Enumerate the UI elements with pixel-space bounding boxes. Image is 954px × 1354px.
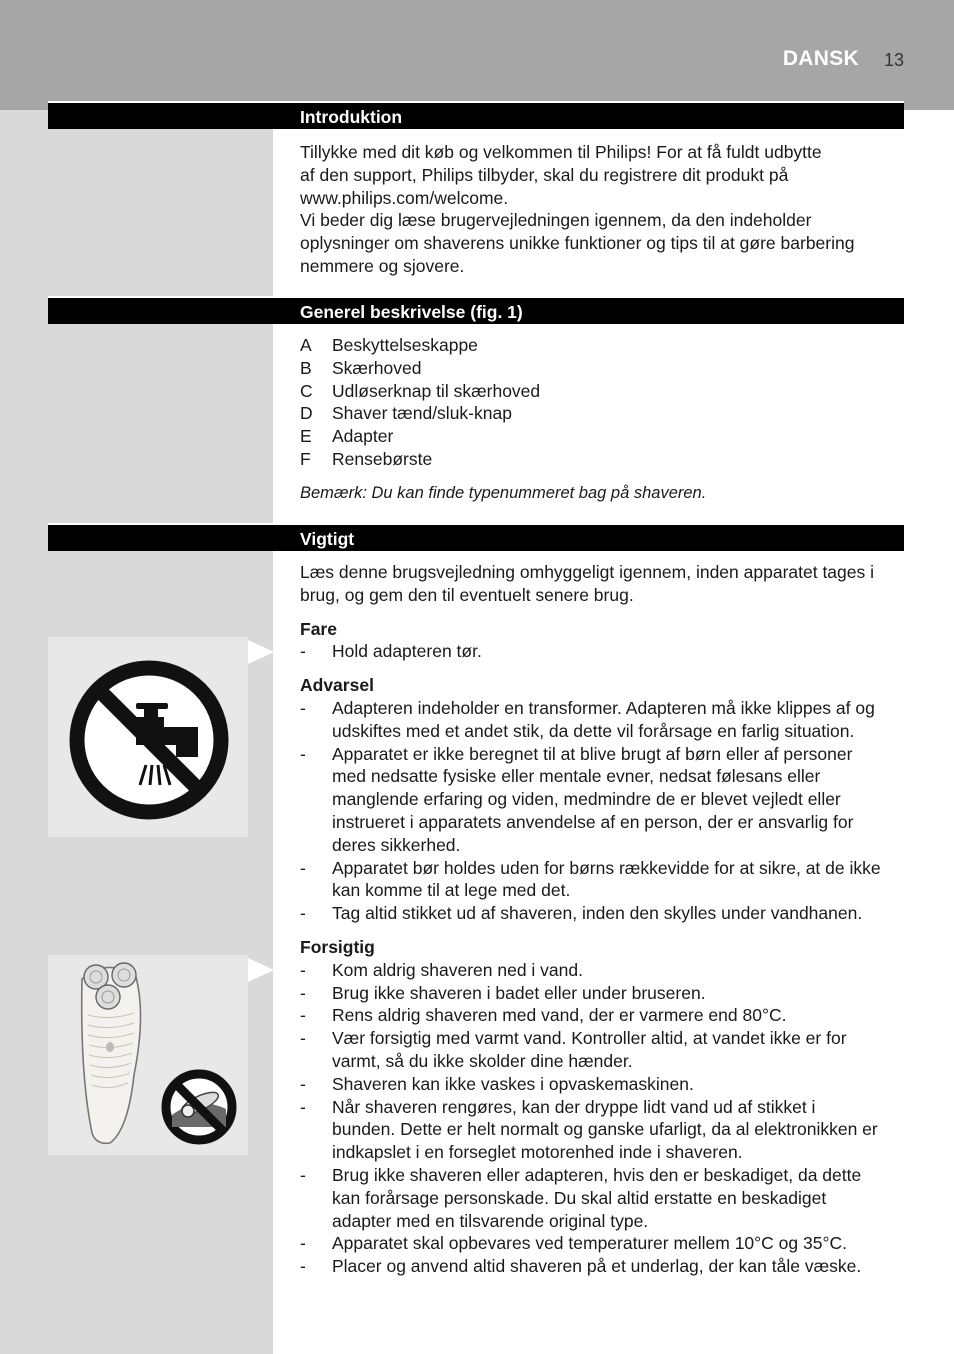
bullet-line: deres sikkerhed. xyxy=(332,834,461,855)
bullet-dash: - xyxy=(300,1005,306,1026)
bullet-item xyxy=(300,640,906,663)
bullet-line: varmt, så du ikke skolder dine hænder. xyxy=(332,1050,633,1071)
typenumber-note: Bemærk: Du kan finde typenummeret bag på shaveren. xyxy=(300,483,707,502)
bullet-item xyxy=(300,1164,906,1232)
part-name: Rensebørste xyxy=(332,448,433,469)
bullet-item xyxy=(300,743,906,857)
intro-line: nemmere og sjovere. xyxy=(300,255,465,276)
bullet-item xyxy=(300,857,906,903)
bullet-dash: - xyxy=(300,1164,306,1185)
bullet-line: manglende erfaring og viden, medmindre de er blevet vejledt eller xyxy=(332,789,841,810)
bullet-line: med nedsatte fysiske eller mentale evner, nedsat følesans eller xyxy=(332,766,821,787)
no-water-tap-icon xyxy=(48,637,248,837)
warning-list xyxy=(300,697,906,925)
parts-list-item xyxy=(300,357,906,380)
parts-list-item xyxy=(300,425,906,448)
part-name: Udløserknap til skærhoved xyxy=(332,380,541,401)
bullet-item xyxy=(300,902,906,925)
bullet-line: Apparatet bør holdes uden for børns rækkevidde for at sikre, at de ikke xyxy=(332,857,881,878)
bullet-line: kan komme til at lege med det. xyxy=(332,880,571,901)
parts-list-item xyxy=(300,380,906,403)
bullet-line: Kom aldrig shaveren ned i vand. xyxy=(332,959,583,980)
caution-title: Forsigtig xyxy=(300,936,375,957)
part-name: Shaver tænd/sluk-knap xyxy=(332,403,512,424)
bullet-dash: - xyxy=(300,903,306,924)
part-letter: B xyxy=(300,357,312,378)
bullet-dash: - xyxy=(300,1028,306,1049)
bullet-line: kan forårsage personskade. Du skal altid erstatte en beskadiget xyxy=(332,1187,827,1208)
no-water-tap-figure xyxy=(48,637,248,837)
bullet-dash: - xyxy=(300,959,306,980)
bullet-line: Brug ikke shaveren i badet eller under bruseren. xyxy=(332,982,706,1003)
bullet-line: Vær forsigtig med varmt vand. Kontroller altid, at vandet ikke er for xyxy=(332,1028,847,1049)
intro-line: Vi beder dig læse brugervejledningen igennem, da den indeholder xyxy=(300,210,812,231)
important-block xyxy=(300,561,906,1278)
intro-line: oplysninger om shaverens unikke funktioner og tips til at gøre barbering xyxy=(300,233,855,254)
figure-pointer xyxy=(248,958,274,982)
part-name: Skærhoved xyxy=(332,357,422,378)
intro-line: af den support, Philips tilbyder, skal du registrere dit produkt på xyxy=(300,164,789,185)
bullet-dash: - xyxy=(300,857,306,878)
bullet-line: Rens aldrig shaveren med vand, der er varmere end 80°C. xyxy=(332,1005,787,1026)
bullet-line: Hold adapteren tør. xyxy=(332,641,482,662)
section-bar-important xyxy=(48,523,904,551)
figure-pointer xyxy=(248,640,274,664)
intro-lines xyxy=(300,141,906,278)
important-intro-line: brug, og gem den til eventuelt senere brug. xyxy=(300,584,634,605)
part-letter: F xyxy=(300,448,311,469)
bullet-item xyxy=(300,1096,906,1164)
warning-title: Advarsel xyxy=(300,675,374,696)
bullet-line: Tag altid stikket ud af shaveren, inden den skylles under vandhanen. xyxy=(332,903,863,924)
bullet-line: Placer og anvend altid shaveren på et underlag, der kan tåle væske. xyxy=(332,1256,862,1277)
bullet-line: udskiftes med et andet stik, da dette vil forårsage en farlig situation. xyxy=(332,720,855,741)
bullet-line: Brug ikke shaveren eller adapteren, hvis den er beskadiget, da dette xyxy=(332,1164,862,1185)
section-bar-general xyxy=(48,296,904,324)
part-name: Adapter xyxy=(332,426,394,447)
parts-list xyxy=(300,334,906,471)
language-label: DANSK xyxy=(782,47,859,70)
parts-list-item xyxy=(300,402,906,425)
important-intro-line: Læs denne brugsvejledning omhyggeligt igennem, inden apparatet tages i xyxy=(300,562,875,582)
bullet-line: adapter med en tilsvarende original type. xyxy=(332,1210,649,1231)
bullet-line: Når shaveren rengøres, kan der dryppe lidt vand ud af stikket i xyxy=(332,1096,816,1117)
bullet-line: indkapslet i en forseglet motorenhed inde i shaveren. xyxy=(332,1142,743,1163)
bullet-dash: - xyxy=(300,743,306,764)
shaver-do-not-immerse-icon xyxy=(48,955,248,1155)
section-bar-intro xyxy=(48,101,904,129)
bullet-line: instrueret i apparatets anvendelse af en person, der er ansvarlig for xyxy=(332,811,854,832)
bullet-line: Adapteren indeholder en transformer. Adapteren må ikke klippes af og xyxy=(332,697,875,718)
section-heading-general: Generel beskrivelse (fig. 1) xyxy=(300,302,523,322)
parts-list-item xyxy=(300,448,906,471)
part-letter: D xyxy=(300,403,313,424)
important-intro xyxy=(300,561,906,607)
bullet-item xyxy=(300,1255,906,1278)
section-heading-intro: Introduktion xyxy=(300,107,403,127)
bullet-line: Apparatet skal opbevares ved temperaturer mellem 10°C og 35°C. xyxy=(332,1233,847,1254)
bullet-item xyxy=(300,1073,906,1096)
bullet-item xyxy=(300,697,906,743)
part-name: Beskyttelseskappe xyxy=(332,335,478,355)
part-letter: C xyxy=(300,380,313,401)
page-number: 13 xyxy=(884,50,905,70)
parts-list-item xyxy=(300,334,906,357)
bullet-line: Shaveren kan ikke vaskes i opvaskemaskinen. xyxy=(332,1073,694,1094)
intro-line: Tillykke med dit køb og velkommen til Philips! For at få fuldt udbytte xyxy=(300,142,822,162)
bullet-dash: - xyxy=(300,1256,306,1277)
section-heading-important: Vigtigt xyxy=(300,529,355,549)
danger-list xyxy=(300,640,906,663)
bullet-dash: - xyxy=(300,697,306,718)
bullet-item xyxy=(300,1027,906,1073)
bullet-dash: - xyxy=(300,641,306,662)
shaver-figure xyxy=(48,955,248,1155)
intro-line: www.philips.com/welcome. xyxy=(300,187,509,208)
danger-title: Fare xyxy=(300,618,337,639)
bullet-item xyxy=(300,982,906,1005)
bullet-item xyxy=(300,959,906,982)
bullet-item xyxy=(300,1232,906,1255)
part-letter: A xyxy=(300,335,312,355)
bullet-line: Apparatet er ikke beregnet til at blive brugt af børn eller af personer xyxy=(332,743,853,764)
intro-text xyxy=(300,141,906,278)
bullet-dash: - xyxy=(300,1233,306,1254)
caution-list xyxy=(300,959,906,1278)
bullet-item xyxy=(300,1004,906,1027)
general-block xyxy=(300,334,906,505)
bullet-dash: - xyxy=(300,982,306,1003)
part-letter: E xyxy=(300,426,312,447)
bullet-dash: - xyxy=(300,1073,306,1094)
bullet-dash: - xyxy=(300,1096,306,1117)
bullet-line: bunden. Dette er helt normalt og ganske ufarligt, da al elektronikken er xyxy=(332,1119,878,1140)
